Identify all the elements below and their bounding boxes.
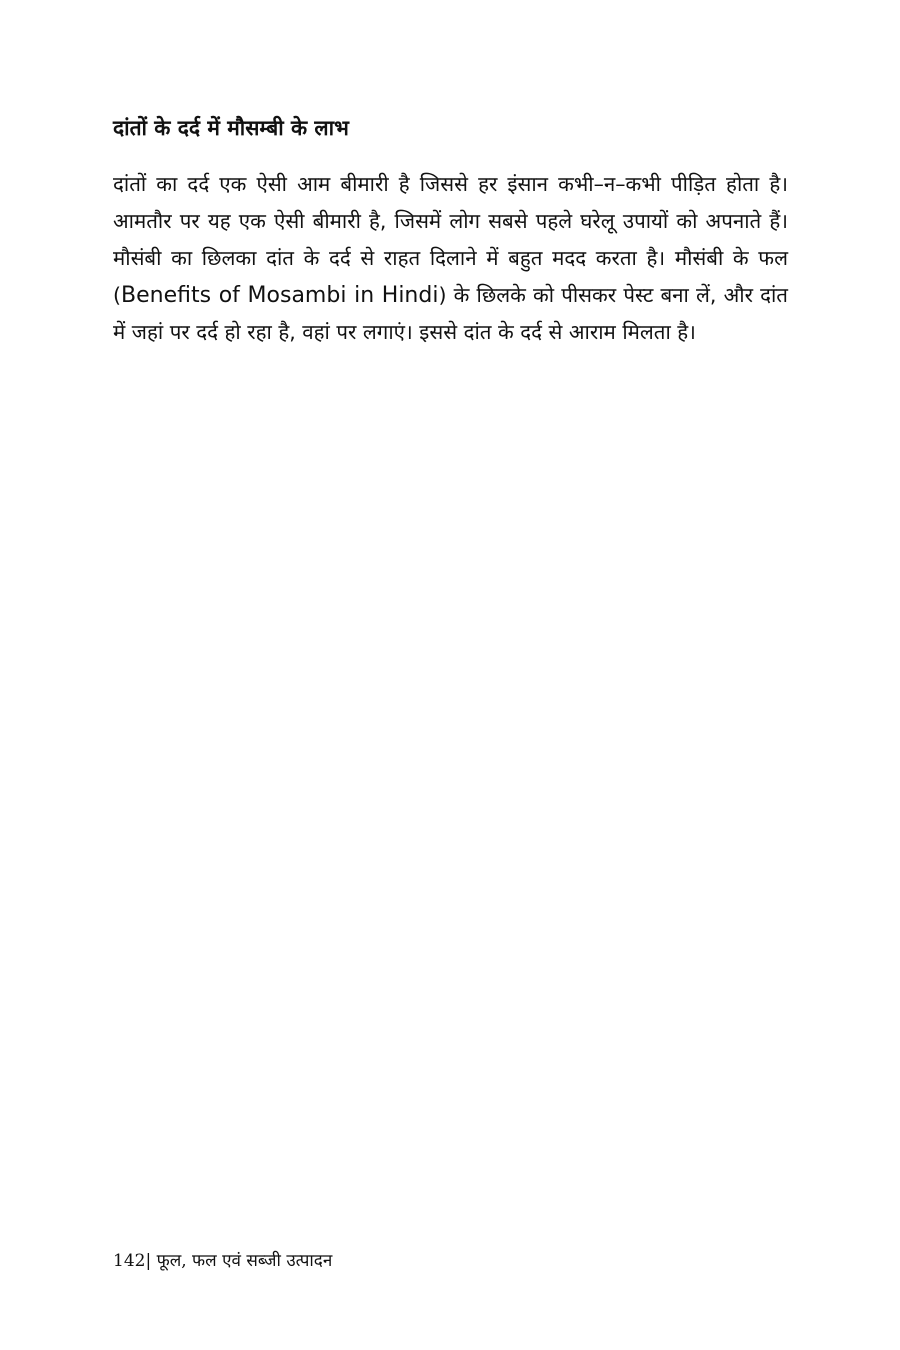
english-phrase: Benefits of Mosambi in Hindi [121,283,439,308]
book-title: फूल, फल एवं सब्जी उत्पादन [151,1251,333,1271]
paragraph-text-end: ) के छिलके को पीसकर पेस्ट बना लें, और दांत में जहां पर दर्द हो रहा है, वहां पर लगाएं। इससे दांत के दर्द से आराम मिलता है। [113,283,788,344]
page-number: 142 [113,1251,146,1271]
body-paragraph [113,166,788,351]
footer-separator: | [145,1251,152,1271]
paragraph-text-start: दांतों का दर्द एक ऐसी आम बीमारी है जिससे हर इंसान कभी–न–कभी पीड़ित होता है। आमतौर पर यह एक ऐसी बीमारी है, जिसमें लोग सबसे पहले घरेलू उपायों को अपनाते हैं। मौसंबी का छिलका दांत के दर्द से राहत दिलाने में बहुत मदद करता है। मौसंबी के फल ( [113,172,788,307]
section-heading: दांतों के दर्द में मौसम्बी के लाभ [113,116,349,140]
page-footer [113,1248,332,1274]
